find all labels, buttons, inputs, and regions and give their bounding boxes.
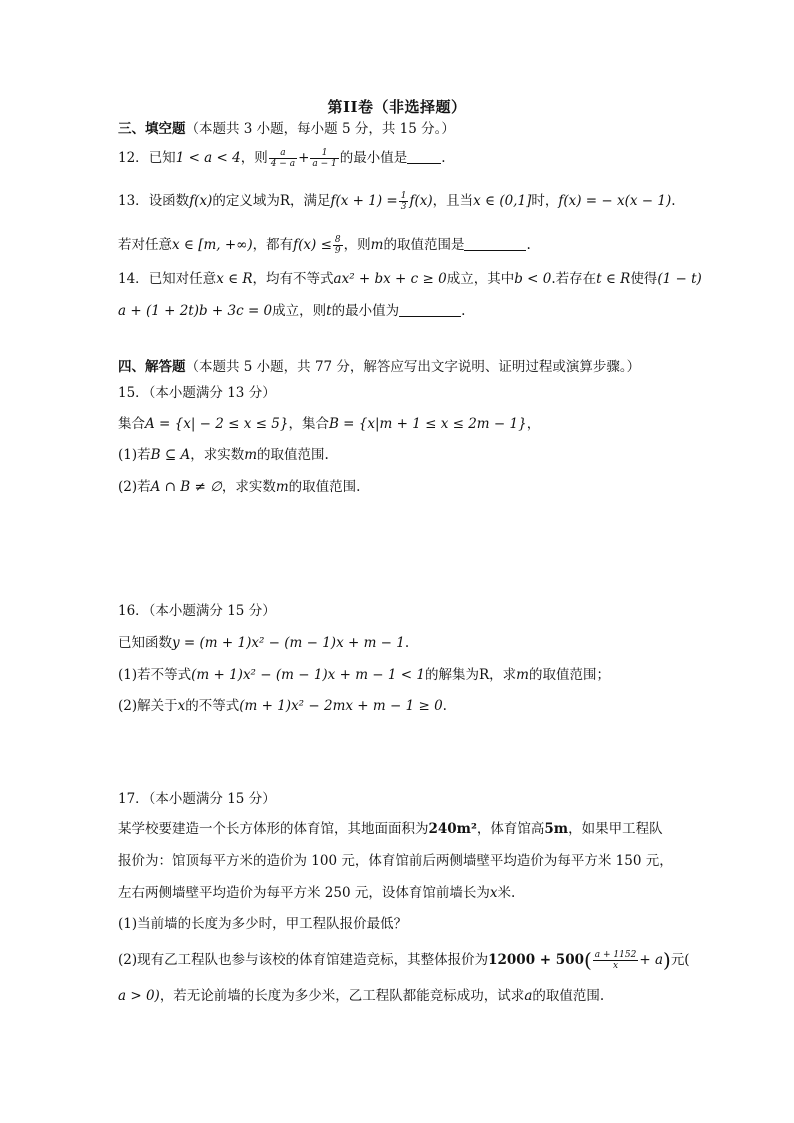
q16-p2-inequality: (m + 1)x² − 2mx + m − 1 ≥ 0 bbox=[239, 698, 443, 714]
q14-l2-text-a: 成立，则 bbox=[272, 303, 327, 319]
q17-frac-denominator: x bbox=[613, 961, 619, 971]
q17-p2-text-a: (2)现有乙工程队也参与该校的体育馆建造竞标，其整体报价为 bbox=[118, 952, 489, 968]
q15-p2-m: m bbox=[275, 479, 289, 495]
q16-part-1 bbox=[118, 665, 610, 685]
q16-p1-text-b: 的解集为R，求 bbox=[424, 667, 517, 683]
q16-p2-end: . bbox=[442, 698, 447, 714]
q14-one-minus-t: (1 − t) bbox=[657, 271, 702, 287]
q12-end: . bbox=[441, 150, 446, 166]
q16-p1-m: m bbox=[516, 667, 529, 683]
q17-line-2: 报价为：馆顶每平方米的造价为 100 元，体育馆前后两侧墙壁平均造价为每平方米 150 元， bbox=[118, 853, 673, 869]
q15-p2-text-c: 的取值范围. bbox=[288, 479, 361, 495]
section-3-heading bbox=[118, 119, 455, 139]
q13-frac-numerator: 1 bbox=[400, 191, 407, 201]
q15-part-2 bbox=[118, 477, 360, 497]
q16-heading: 16．（本小题满分 15 分） bbox=[118, 603, 276, 619]
q17-part-1: (1)当前墙的长度为多少时，甲工程队报价最低？ bbox=[118, 916, 408, 932]
q13-definition: f(x) = − x(x − 1) bbox=[558, 193, 672, 209]
q16-p1-inequality: (m + 1)x² − (m − 1)x + m − 1 < 1 bbox=[191, 667, 425, 683]
q13-number: 13． bbox=[118, 193, 149, 209]
q16-text-a: 已知函数 bbox=[118, 635, 172, 651]
q17-bid-expression: 12000 + 500 bbox=[488, 952, 584, 968]
q17-fraction bbox=[593, 950, 639, 971]
q12-condition: 1 < a < 4 bbox=[175, 150, 241, 166]
q14-condition: x ∈ R bbox=[216, 271, 253, 287]
q14-text-d: .若存在 bbox=[551, 271, 597, 287]
q13-text-d: 时， bbox=[531, 193, 559, 209]
q17-left-paren: ( bbox=[583, 948, 592, 972]
q13-fx-2: f(x) bbox=[409, 193, 433, 209]
section-4-name: 四、解答题 bbox=[118, 359, 186, 375]
q14-expression: a + (1 + 2t)b + 3c = 0 bbox=[118, 303, 273, 319]
q12-post: 的最小值是 bbox=[339, 150, 408, 166]
q15-p1-text-b: ，求实数 bbox=[190, 447, 245, 463]
question-13-line-1 bbox=[118, 191, 676, 212]
q13-fx: f(x) bbox=[189, 193, 213, 209]
q15-p1-m: m bbox=[244, 447, 258, 463]
question-13-line-2 bbox=[118, 235, 531, 256]
q12-frac2-numerator: 1 bbox=[310, 148, 338, 159]
q17-p3-text-b: 的取值范围. bbox=[532, 988, 605, 1004]
question-14-line-2 bbox=[118, 301, 465, 321]
q13-inequality: f(x) ≤ bbox=[293, 237, 332, 253]
q14-text-e: 使得 bbox=[630, 271, 658, 287]
q15-set-a: A = {x| − 2 ≤ x ≤ 5} bbox=[145, 416, 289, 432]
q17-line-1 bbox=[118, 819, 663, 839]
q15-p1-text-c: 的取值范围. bbox=[257, 447, 329, 463]
q13-text-b: 的定义域为R，满足 bbox=[212, 193, 331, 209]
q16-p2-text-a: (2)解关于 bbox=[118, 698, 178, 714]
q13-frac-denominator: 3 bbox=[400, 202, 407, 212]
q16-p1-text-a: (1)若不等式 bbox=[118, 667, 192, 683]
q15-p2-condition: A ∩ B ≠ ∅ bbox=[150, 479, 222, 495]
q14-inequality: ax² + bx + c ≥ 0 bbox=[333, 271, 447, 287]
q15-p2-text-b: ，求实数 bbox=[221, 479, 276, 495]
q15-line-1 bbox=[118, 414, 540, 434]
q17-text-a: 某学校要建造一个长方体形的体育馆，其地面面积为 bbox=[118, 821, 429, 837]
q14-text-b: ，均有不等式 bbox=[252, 271, 334, 287]
q12-number: 12． bbox=[118, 150, 149, 166]
q12-answer-blank bbox=[407, 149, 441, 164]
q15-p2-text-a: (2)若 bbox=[118, 479, 151, 495]
q14-number: 14． bbox=[118, 271, 149, 287]
q14-b-negative: b < 0 bbox=[514, 271, 552, 287]
section-4-note: （本题共 5 小题，共 77 分，解答应写出文字说明、证明过程或演算步骤。） bbox=[185, 359, 641, 375]
q13-l2-frac-numerator: 8 bbox=[334, 235, 341, 245]
q17-a-positive: a > 0) bbox=[118, 988, 160, 1004]
q12-frac2-denominator: a − 1 bbox=[312, 159, 337, 169]
q16-p2-x: x bbox=[177, 698, 186, 714]
q13-interval: x ∈ [m, +∞) bbox=[172, 237, 253, 253]
q15-text-b: ，集合 bbox=[288, 416, 329, 432]
question-14-line-1 bbox=[118, 269, 702, 289]
q13-l2-end: . bbox=[526, 237, 531, 253]
q16-p2-text-b: 的不等式 bbox=[185, 698, 240, 714]
q16-p1-text-c: 的取值范围； bbox=[528, 667, 610, 683]
q13-text-a: 设函数 bbox=[148, 193, 190, 209]
q17-text-c: ，如果甲工程队 bbox=[568, 821, 663, 837]
q12-mid: ，则 bbox=[240, 150, 268, 166]
q16-l1-end: . bbox=[404, 635, 410, 651]
q17-right-paren: ) bbox=[663, 948, 671, 972]
q14-l2-end: . bbox=[461, 303, 466, 319]
q17-l3-text-b: 米. bbox=[497, 885, 516, 901]
q14-answer-blank bbox=[399, 302, 461, 317]
question-12 bbox=[118, 148, 446, 169]
q17-part-2 bbox=[118, 950, 690, 971]
q14-l2-text-b: 的最小值为 bbox=[331, 303, 400, 319]
q12-plus: + bbox=[298, 150, 310, 166]
q17-x: x bbox=[489, 885, 498, 901]
q16-part-2 bbox=[118, 696, 447, 716]
q13-domain: x ∈ (0,1] bbox=[473, 193, 532, 209]
q13-l2-frac-denominator: 9 bbox=[334, 246, 341, 256]
q17-a: a bbox=[524, 988, 533, 1004]
section-3-name: 三、填空题 bbox=[118, 121, 186, 137]
q12-fraction-2 bbox=[310, 148, 338, 169]
q15-p1-text-a: (1)若 bbox=[118, 447, 151, 463]
q17-l3-text-a: 左右两侧墙壁平均造价为每平方米 250 元，设体育馆前墙长为 bbox=[118, 885, 490, 901]
q12-fraction-1 bbox=[269, 148, 297, 169]
q13-l2-text-c: ，则 bbox=[343, 237, 371, 253]
q17-plus-a: + a bbox=[639, 952, 663, 968]
section-4-heading bbox=[118, 357, 640, 377]
q13-l2-fraction bbox=[333, 235, 343, 256]
section-3-note: （本题共 3 小题，每小题 5 分，共 15 分。） bbox=[185, 121, 455, 137]
q14-t: t ∈ R bbox=[596, 271, 631, 287]
q13-m: m bbox=[370, 237, 384, 253]
q15-part-1 bbox=[118, 445, 329, 465]
q12-frac1-numerator: a bbox=[269, 148, 297, 159]
q17-text-b: ，体育馆高 bbox=[476, 821, 545, 837]
q17-part-2-line-2 bbox=[118, 986, 604, 1006]
q17-line-3 bbox=[118, 883, 515, 903]
q17-p2-text-b: 元( bbox=[670, 952, 690, 968]
q14-text-c: 成立，其中 bbox=[446, 271, 515, 287]
q16-line-1 bbox=[118, 633, 409, 653]
q14-text-a: 已知对任意 bbox=[148, 271, 217, 287]
q12-frac1-denominator: 4 − a bbox=[270, 159, 296, 169]
q15-l1-end: ， bbox=[526, 416, 541, 432]
q13-equation: f(x + 1) = bbox=[330, 193, 398, 209]
q13-text-c: ，且当 bbox=[432, 193, 474, 209]
q15-text-a: 集合 bbox=[118, 416, 145, 432]
q14-l2-t: t bbox=[326, 303, 332, 319]
q12-pre: 已知 bbox=[148, 150, 176, 166]
q17-area: 240m² bbox=[428, 821, 477, 837]
q13-l2-text-a: 若对任意 bbox=[118, 237, 172, 253]
page-title: 第II卷（非选择题） bbox=[327, 98, 467, 116]
q17-frac-numerator: a + 1152 bbox=[594, 950, 637, 960]
q13-fraction bbox=[399, 191, 409, 212]
q15-p1-condition: B ⊆ A bbox=[150, 447, 191, 463]
q15-heading: 15．（本小题满分 13 分） bbox=[118, 385, 276, 401]
q17-heading: 17．（本小题满分 15 分） bbox=[118, 791, 276, 807]
q15-set-b: B = {x|m + 1 ≤ x ≤ 2m − 1} bbox=[328, 416, 527, 432]
q13-l2-text-d: 的取值范围是 bbox=[383, 237, 465, 253]
q13-line1-end: . bbox=[671, 193, 676, 209]
q16-function: y = (m + 1)x² − (m − 1)x + m − 1 bbox=[172, 635, 405, 651]
q17-p3-text-a: ，若无论前墙的长度为多少米，乙工程队都能竞标成功，试求 bbox=[159, 988, 525, 1004]
q13-l2-text-b: ，都有 bbox=[252, 237, 294, 253]
q17-height: 5m bbox=[544, 821, 569, 837]
q13-answer-blank bbox=[464, 236, 526, 251]
